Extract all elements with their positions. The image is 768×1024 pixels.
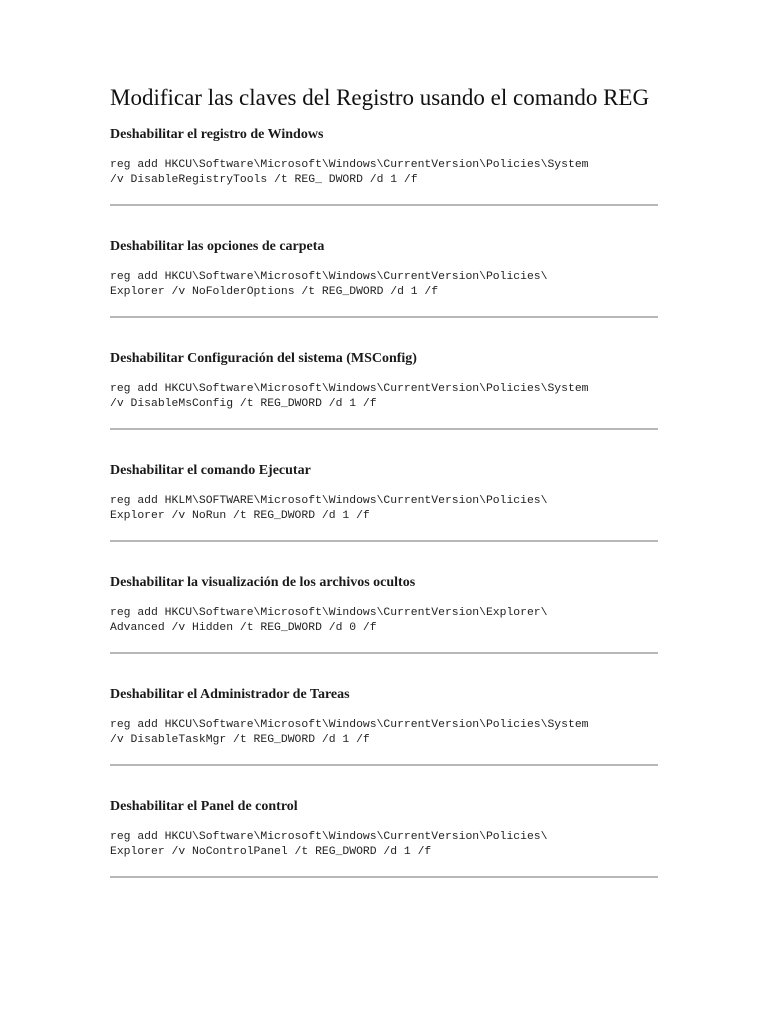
section-msconfig xyxy=(110,350,658,430)
page-title: Modificar las claves del Registro usando el comando REG xyxy=(110,85,650,110)
section-heading: Deshabilitar el comando Ejecutar xyxy=(110,463,311,478)
section-heading: Deshabilitar el Administrador de Tareas xyxy=(110,687,350,702)
section-heading: Deshabilitar el Panel de control xyxy=(110,799,298,814)
code-line: reg add HKCU\Software\Microsoft\Windows\CurrentVersion\Policies\ xyxy=(110,271,548,283)
code-line: reg add HKCU\Software\Microsoft\Windows\CurrentVersion\Policies\System xyxy=(110,383,589,395)
document-page xyxy=(110,85,658,910)
code-line: reg add HKLM\SOFTWARE\Microsoft\Windows\CurrentVersion\Policies\ xyxy=(110,495,548,507)
code-line: /v DisableRegistryTools /t REG_ DWORD /d 1 /f xyxy=(110,174,418,186)
code-line: /v DisableMsConfig /t REG_DWORD /d 1 /f xyxy=(110,398,377,410)
section-task-manager xyxy=(110,686,658,766)
section-control-panel xyxy=(110,798,658,878)
section-hidden-files xyxy=(110,574,658,654)
section-heading: Deshabilitar el registro de Windows xyxy=(110,127,324,142)
code-line: Explorer /v NoControlPanel /t REG_DWORD /d 1 /f xyxy=(110,846,432,858)
divider xyxy=(110,876,658,878)
section-run-command xyxy=(110,462,658,542)
code-line: reg add HKCU\Software\Microsoft\Windows\CurrentVersion\Explorer\ xyxy=(110,607,548,619)
divider xyxy=(110,540,658,542)
code-line: reg add HKCU\Software\Microsoft\Windows\CurrentVersion\Policies\System xyxy=(110,159,589,171)
divider xyxy=(110,764,658,766)
code-line: Explorer /v NoRun /t REG_DWORD /d 1 /f xyxy=(110,510,370,522)
section-folder-options xyxy=(110,238,658,318)
section-registry xyxy=(110,126,658,206)
divider xyxy=(110,652,658,654)
section-heading: Deshabilitar Configuración del sistema (MSConfig) xyxy=(110,351,417,366)
divider xyxy=(110,428,658,430)
section-heading: Deshabilitar la visualización de los archivos ocultos xyxy=(110,575,416,590)
code-line: reg add HKCU\Software\Microsoft\Windows\CurrentVersion\Policies\System xyxy=(110,719,589,731)
code-line: /v DisableTaskMgr /t REG_DWORD /d 1 /f xyxy=(110,734,370,746)
divider xyxy=(110,204,658,206)
divider xyxy=(110,316,658,318)
code-line: Explorer /v NoFolderOptions /t REG_DWORD /d 1 /f xyxy=(110,286,439,298)
code-line: reg add HKCU\Software\Microsoft\Windows\CurrentVersion\Policies\ xyxy=(110,831,548,843)
code-line: Advanced /v Hidden /t REG_DWORD /d 0 /f xyxy=(110,622,377,634)
section-heading: Deshabilitar las opciones de carpeta xyxy=(110,239,325,254)
